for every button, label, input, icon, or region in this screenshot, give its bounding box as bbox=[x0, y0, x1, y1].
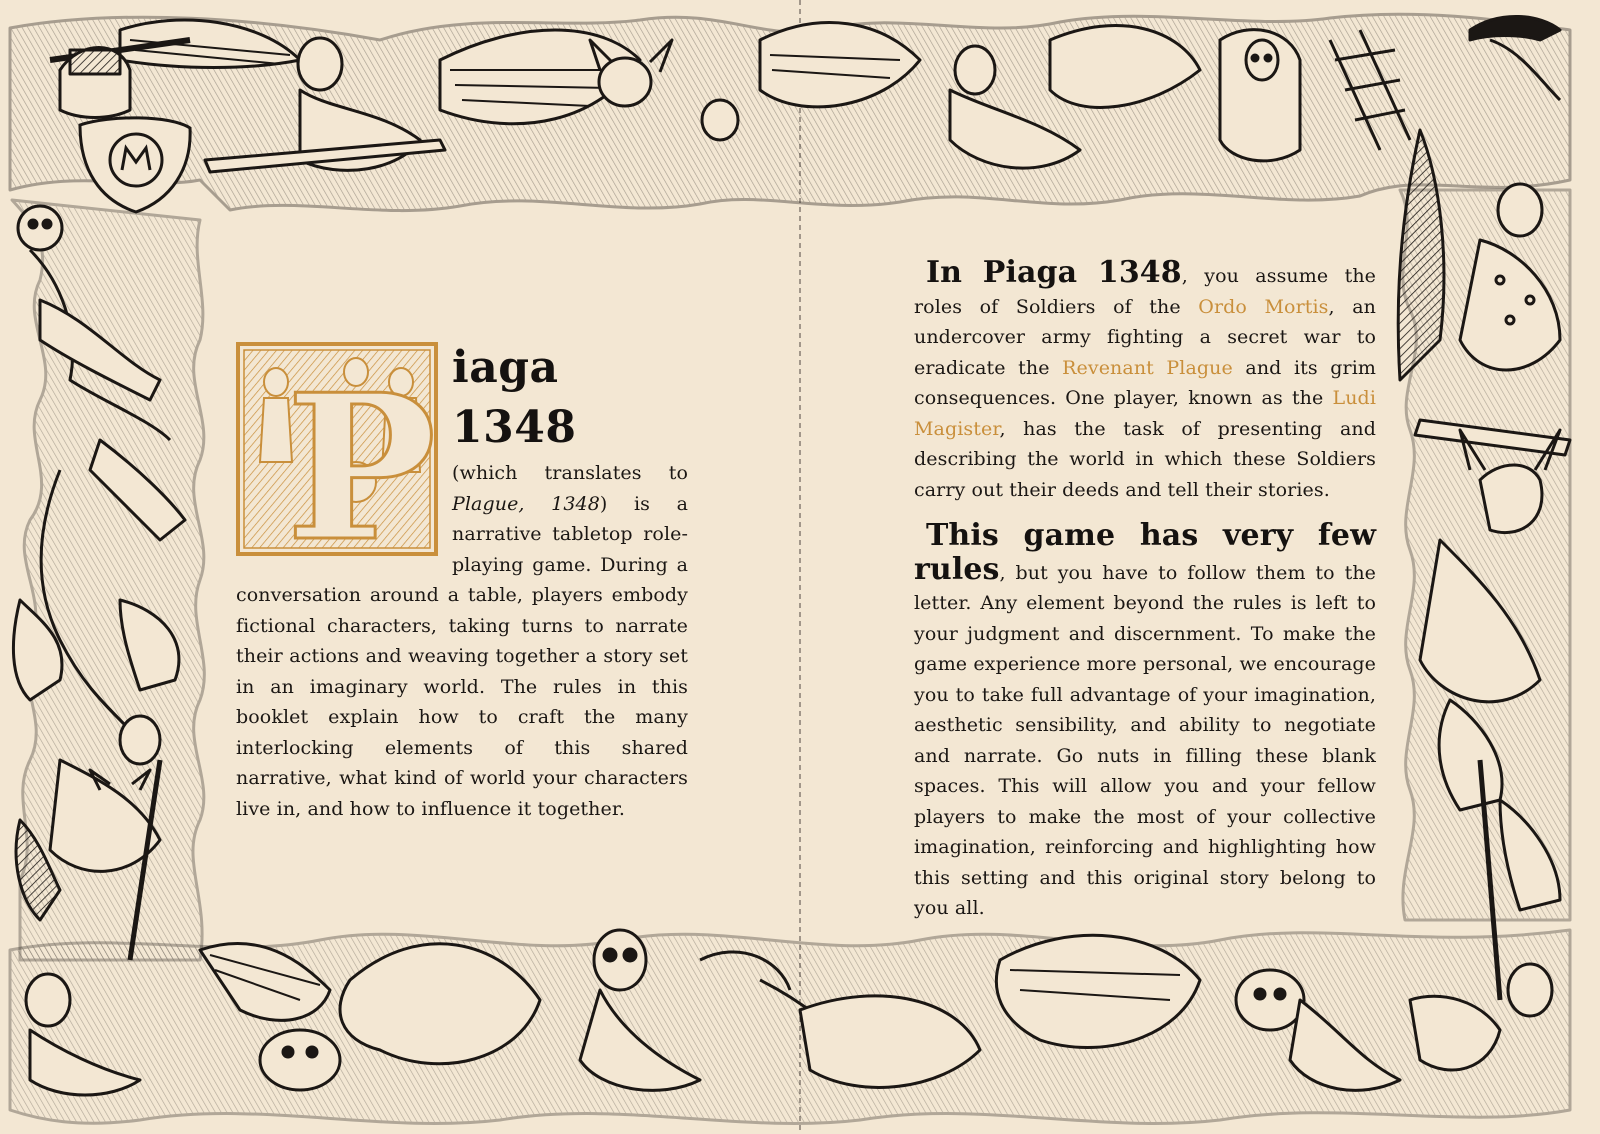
paragraph-text: , an undercover army fighting a secret war to eradicate the bbox=[914, 295, 1377, 379]
right-page-text bbox=[914, 255, 1377, 940]
page-title: iaga 1348 bbox=[452, 342, 577, 453]
body-text-2: ) is a narrative tabletop role-playing game. During a conversation around a table, players embody fictional characters, taking turns to narrate their actions and weaving together a story set in an imaginary world. The rules in this booklet explain how to craft the many interlocking elements of this shared narrative, what kind of world your characters live in, and how to influence it together. bbox=[236, 492, 689, 820]
paragraph-rules bbox=[914, 518, 1376, 924]
paragraph-text: and its grim consequences. One player, known as the bbox=[914, 356, 1376, 409]
paragraph-text: , you assume the roles of Soldiers of the bbox=[914, 265, 1376, 318]
shield-icon bbox=[80, 118, 190, 212]
paragraph-text: , but you have to follow them to the letter. Any element beyond the rules is left to your judgment and discernment. To make the game experience more personal, we encourage you to take full advantage of your imagination, aesthetic sensibility, and ability to negotiate and narrate. Go nuts in filling these blank spaces. This will allow you and your fellow players to make the most of your collective imagination, reinforcing and highlighting how this setting and this original story belong to you all. bbox=[914, 561, 1376, 919]
term-revenant-plague: Revenant Plague bbox=[1062, 356, 1233, 379]
illuminated-initial bbox=[236, 342, 438, 556]
paragraph-intro bbox=[914, 255, 1377, 505]
body-text-italic: Plague, 1348 bbox=[452, 492, 600, 515]
right-border bbox=[1398, 130, 1570, 1000]
dropcap-letter: P bbox=[286, 351, 437, 556]
paragraph-text: , has the task of presenting and describing the world in which these Soldiers carry out their deeds and tell their stories. bbox=[914, 417, 1376, 501]
top-border bbox=[10, 14, 1570, 210]
body-text-1: (which translates to bbox=[452, 462, 688, 484]
term-ludi-magister: Ludi Magister bbox=[914, 387, 1376, 440]
left-page-text bbox=[236, 338, 688, 824]
paragraph-lead: In Piaga 1348 bbox=[926, 255, 1182, 290]
term-ordo-mortis: Ordo Mortis bbox=[1198, 295, 1329, 318]
bottom-border bbox=[10, 930, 1570, 1123]
left-border bbox=[12, 200, 204, 960]
paragraph-lead: This game has very few rules bbox=[914, 518, 1376, 587]
